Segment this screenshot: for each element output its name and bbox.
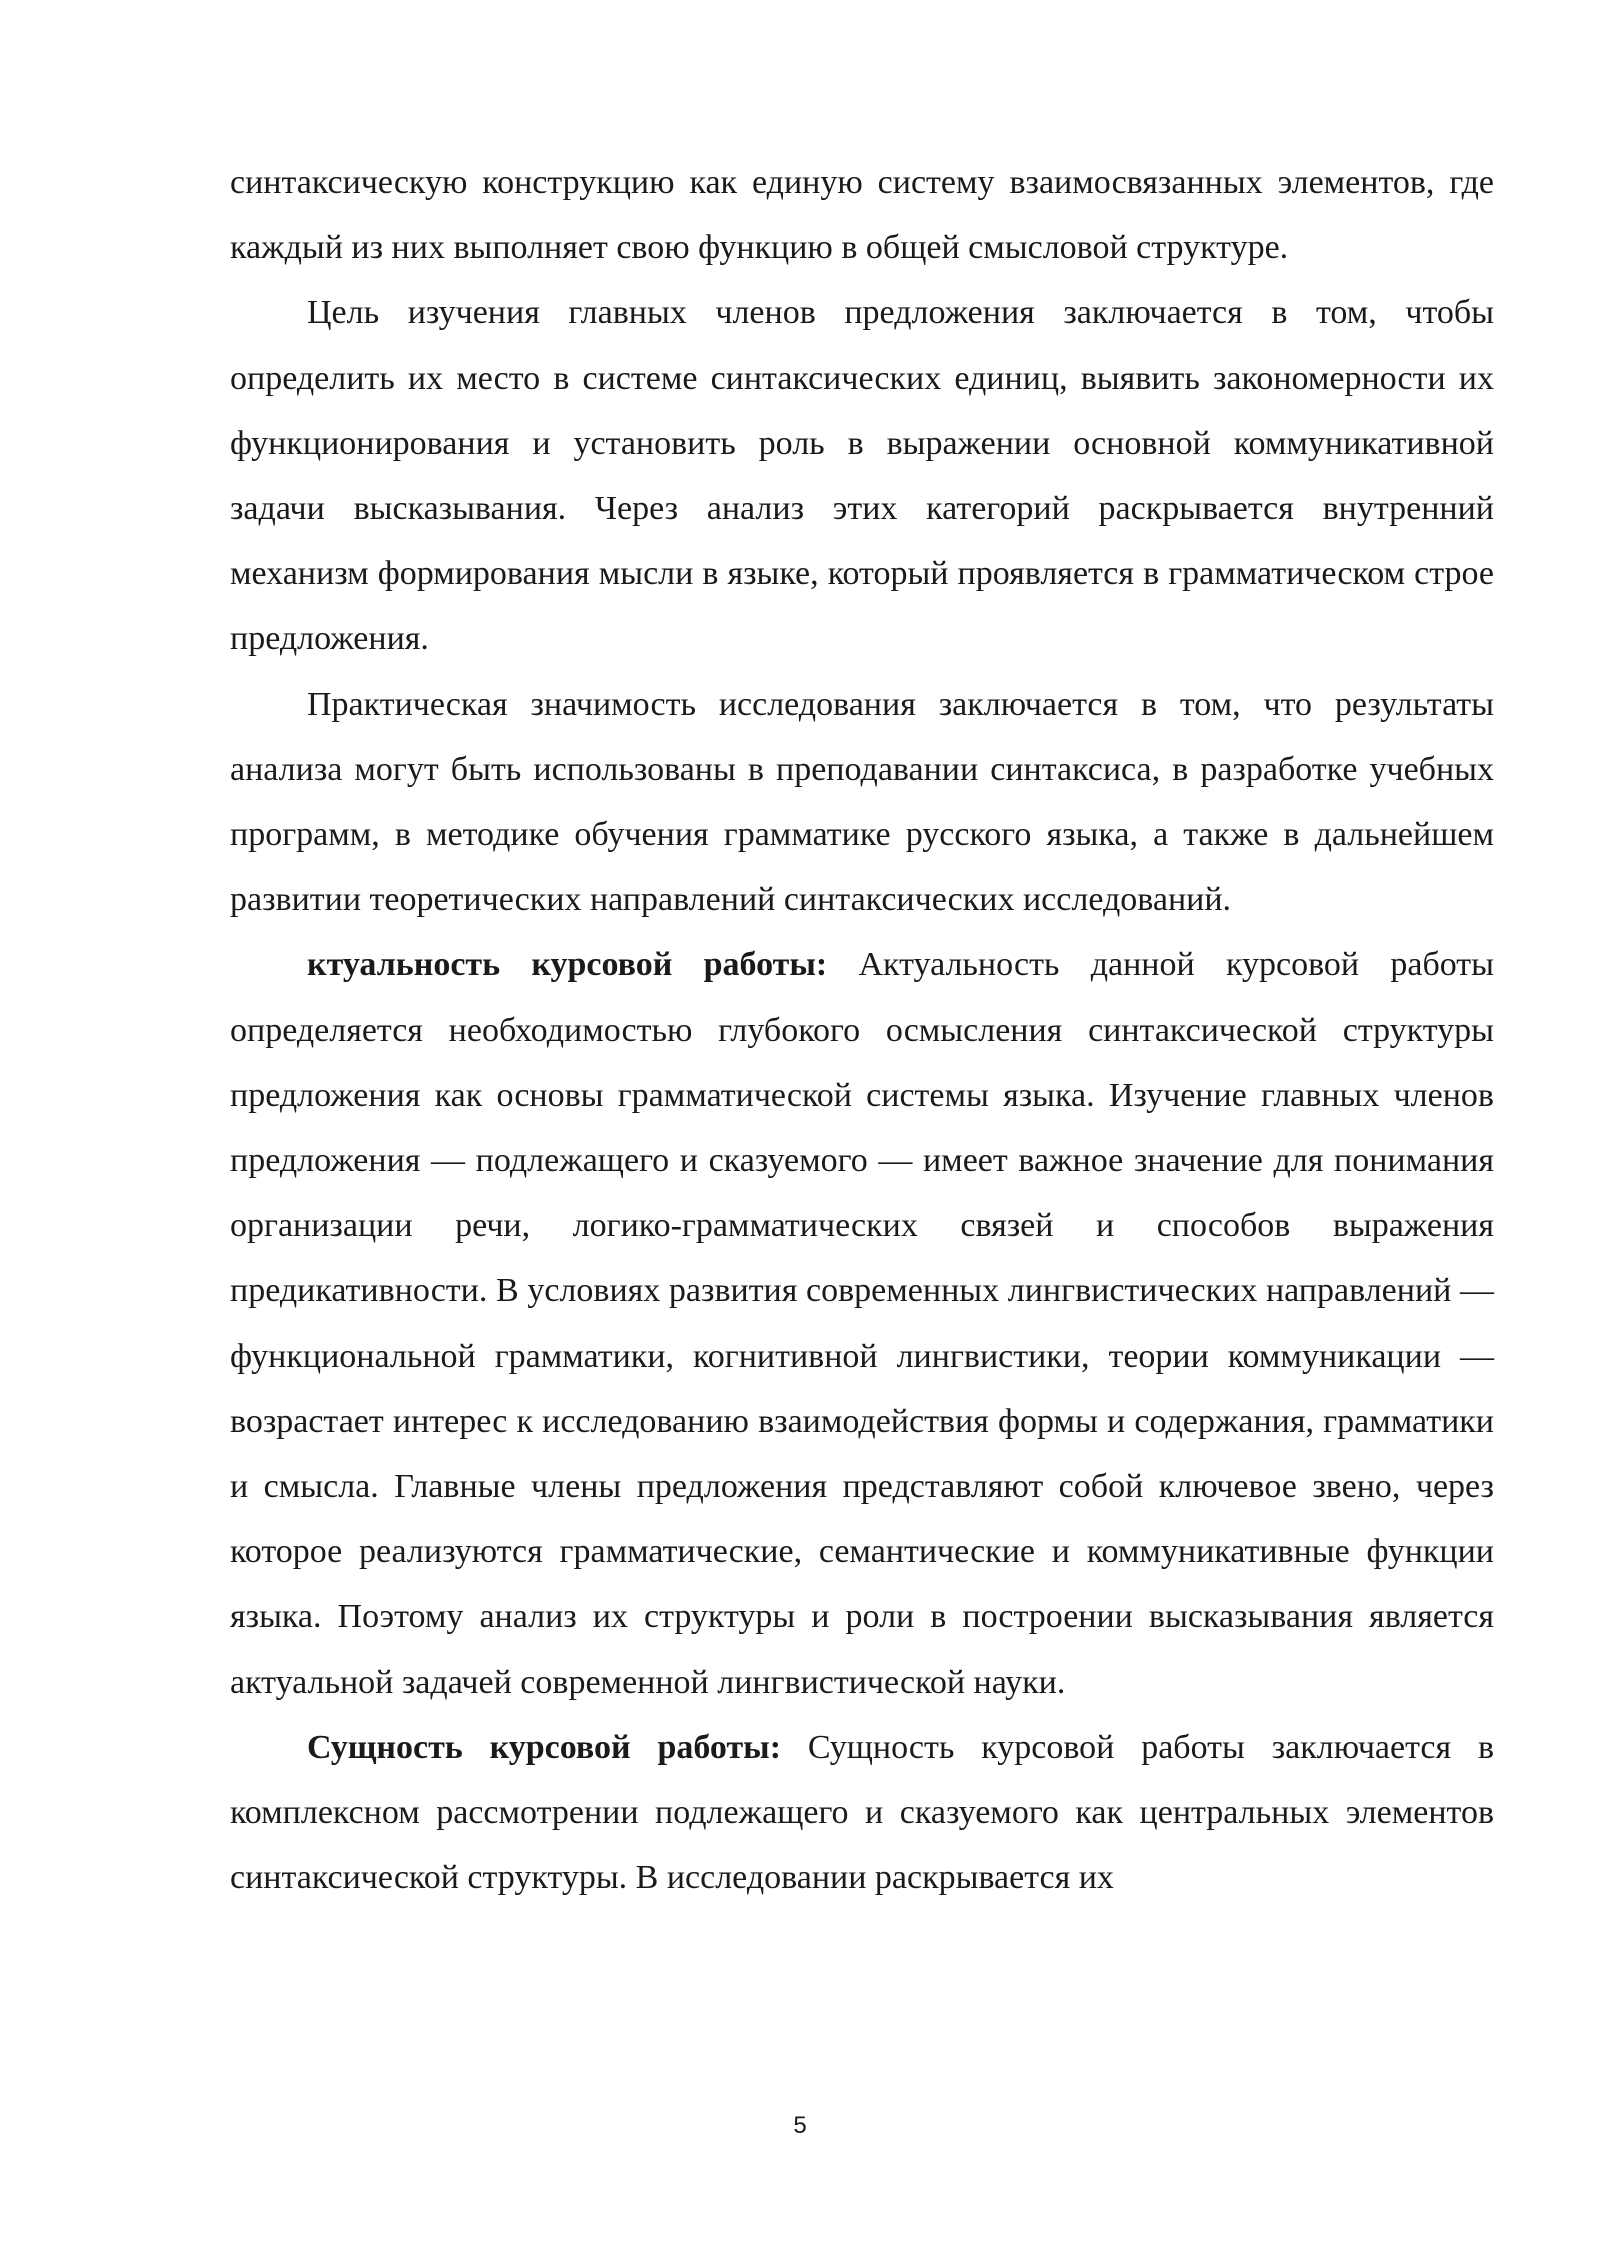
paragraph-essence — [230, 1715, 1494, 1911]
paragraph-goal — [230, 280, 1494, 671]
paragraph-text: Сущность курсовой работы заключается в комплексном рассмотрении подлежащего и сказуемого как центральных элементов синтаксической структуры. В исследовании раскрывается их — [230, 1728, 1494, 1897]
paragraph-text: Практическая значимость исследования заключается в том, что результаты анализа могут быть использованы в преподавании синтаксиса, в разработке учебных программ, в методике обучения грамматике русского языка, а также в дальнейшем развитии теоретических направлений синтаксических исследований. — [230, 685, 1494, 919]
paragraph-continuation — [230, 150, 1494, 280]
paragraph-text: Цель изучения главных членов предложения заключается в том, чтобы определить их место в системе синтаксических единиц, выявить закономерности их функционирования и установить роль в выражении основной коммуникативной задачи высказывания. Через анализ этих категорий раскрывается внутренний механизм формирования мысли в языке, который проявляется в грамматическом строе предложения. — [230, 294, 1494, 658]
paragraph-practical-significance — [230, 672, 1494, 933]
paragraph-heading: ктуальность курсовой работы: — [307, 946, 828, 984]
paragraph-heading: Сущность курсовой работы: — [307, 1728, 782, 1766]
paragraph-text: Актуальность данной курсовой работы определяется необходимостью глубокого осмысления синтаксической структуры предложения как основы грамматической системы языка. Изучение главных членов предложения — подлежащего и сказуемого — имеет важное значение для понимания организации речи, логико-грамматических связей и способов выражения предикативности. В условиях развития современных лингвистических направлений — функциональной грамматики, когнитивной лингвистики, теории коммуникации — возрастает интерес к исследованию взаимодействия формы и содержания, грамматики и смысла. Главные члены предложения представляют собой ключевое звено, через которое реализуются грамматические, семантические и коммуникативные функции языка. Поэтому анализ их структуры и роли в построении высказывания является актуальной задачей современной лингвистической науки. — [230, 946, 1495, 1701]
body-text — [230, 150, 1494, 1910]
paragraph-text: синтаксическую конструкцию как единую систему взаимосвязанных элементов, где каждый из них выполняет свою функцию в общей смысловой структуре. — [230, 164, 1494, 267]
paragraph-relevance — [230, 932, 1494, 1714]
page-number: 5 — [793, 2112, 807, 2139]
